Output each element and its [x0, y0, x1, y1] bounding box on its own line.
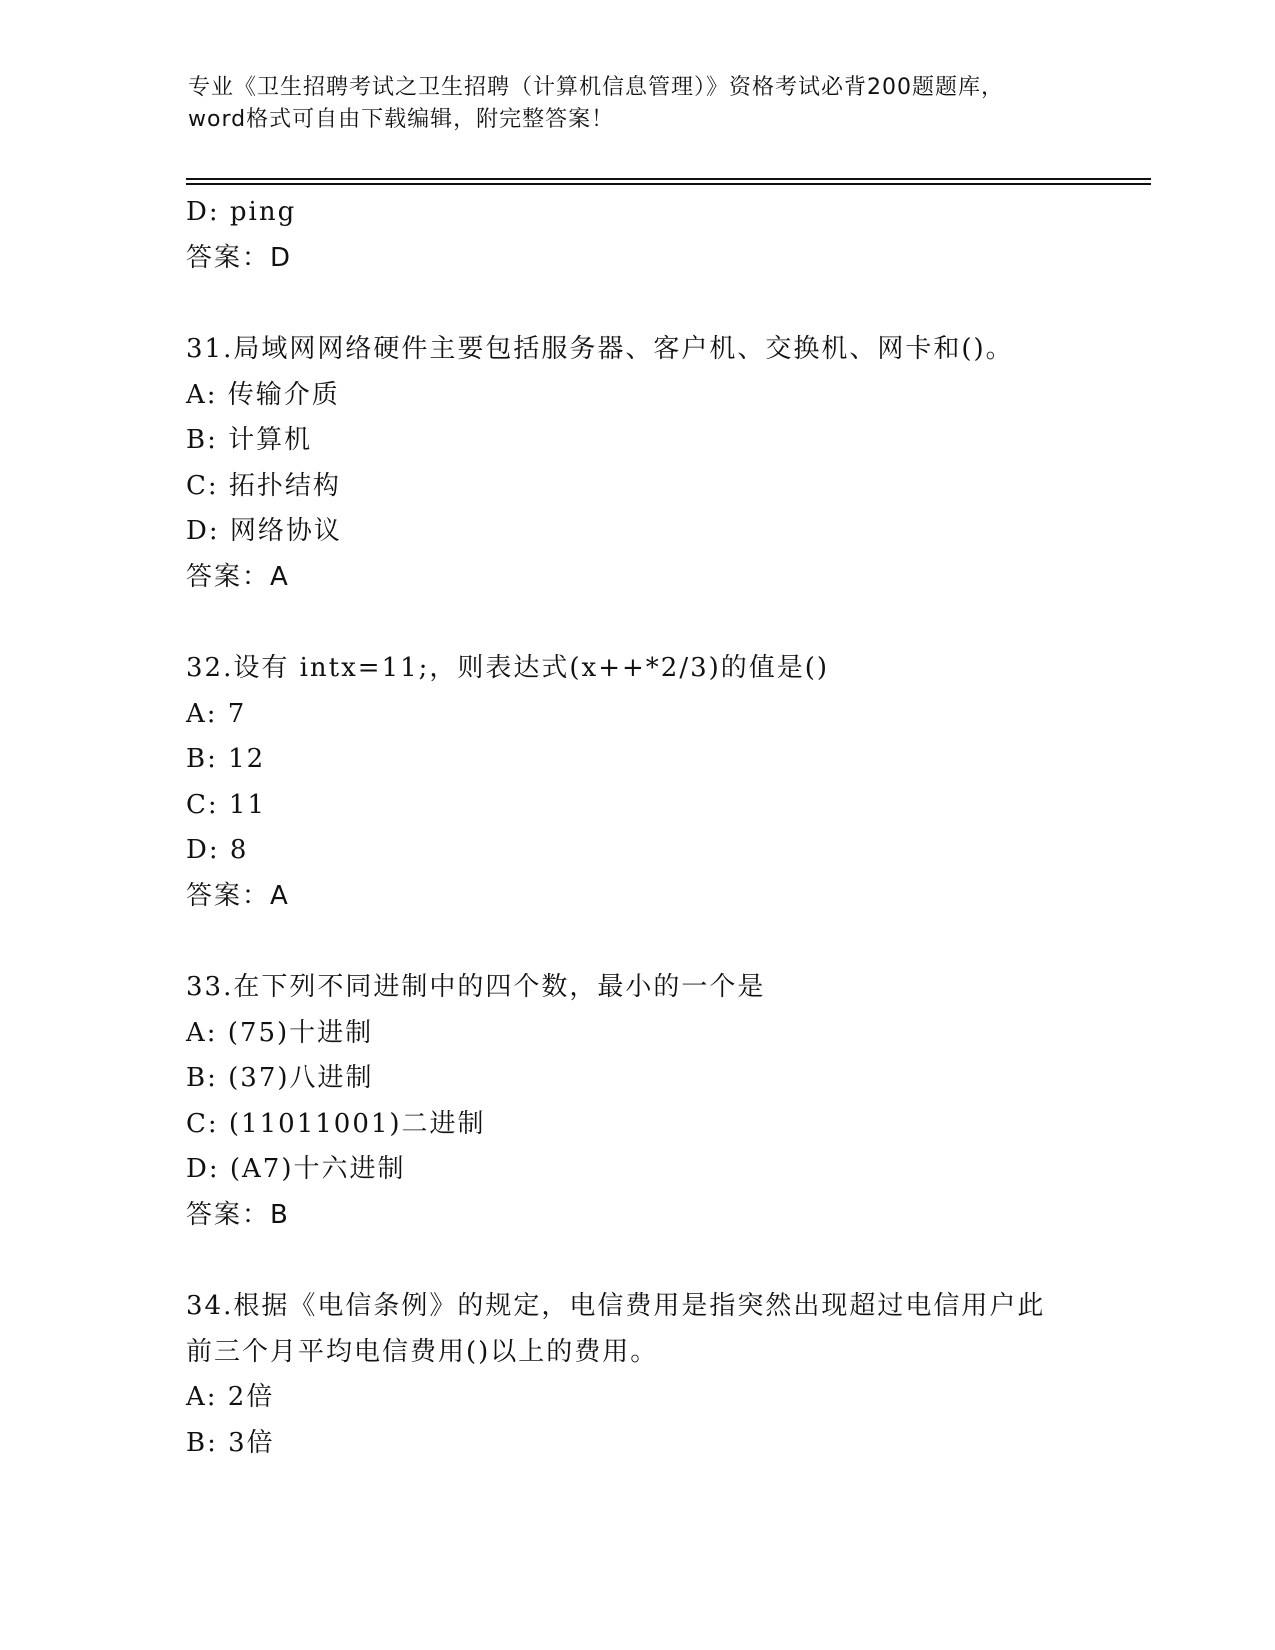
option-d: D: ping	[186, 197, 297, 227]
question-30-tail	[186, 190, 1086, 281]
option-a: A: 传输介质	[186, 379, 340, 410]
question-stem-line-1: 34.根据《电信条例》的规定，电信费用是指突然出现超过电信用户此	[186, 1291, 1046, 1321]
header-divider-bottom	[186, 183, 1151, 185]
question-stem: 31.局域网网络硬件主要包括服务器、客户机、交换机、网卡和()。	[186, 334, 1014, 364]
option-d: D: 8	[186, 835, 249, 865]
header-title-line-2: word格式可自由下载编辑，附完整答案！	[188, 107, 615, 132]
option-a: A: 7	[186, 698, 247, 729]
spacer	[186, 919, 1086, 965]
answer: 答案：D	[186, 242, 293, 273]
question-stem: 33.在下列不同进制中的四个数，最小的一个是	[186, 972, 766, 1002]
document-header	[188, 72, 1088, 136]
header-title-line-1: 专业《卫生招聘考试之卫生招聘（计算机信息管理）》资格考试必背200题题库，	[188, 75, 1004, 100]
question-list	[186, 190, 1086, 1466]
question-33	[186, 965, 1086, 1238]
question-34	[186, 1284, 1086, 1466]
question-31	[186, 327, 1086, 600]
option-b: B: (37)八进制	[186, 1063, 374, 1093]
option-b: B: 3倍	[186, 1427, 275, 1458]
answer: 答案：B	[186, 1199, 290, 1230]
option-a: A: (75)十进制	[186, 1017, 374, 1048]
option-b: B: 12	[186, 744, 266, 774]
question-32	[186, 646, 1086, 919]
spacer	[186, 1238, 1086, 1284]
answer: 答案：A	[186, 880, 290, 911]
spacer	[186, 281, 1086, 327]
option-d: D: 网络协议	[186, 516, 342, 546]
question-stem-line-2: 前三个月平均电信费用()以上的费用。	[186, 1336, 659, 1367]
spacer	[186, 600, 1086, 646]
option-c: C: 11	[186, 789, 267, 820]
option-a: A: 2倍	[186, 1382, 275, 1412]
option-c: C: (11011001)二进制	[186, 1108, 486, 1139]
header-divider-top	[186, 178, 1151, 180]
option-d: D: (A7)十六进制	[186, 1154, 406, 1184]
option-c: C: 拓扑结构	[186, 470, 341, 501]
question-stem: 32.设有 intx=11;，则表达式(x++*2/3)的值是()	[186, 653, 830, 683]
answer: 答案：A	[186, 561, 290, 592]
option-b: B: 计算机	[186, 425, 313, 455]
